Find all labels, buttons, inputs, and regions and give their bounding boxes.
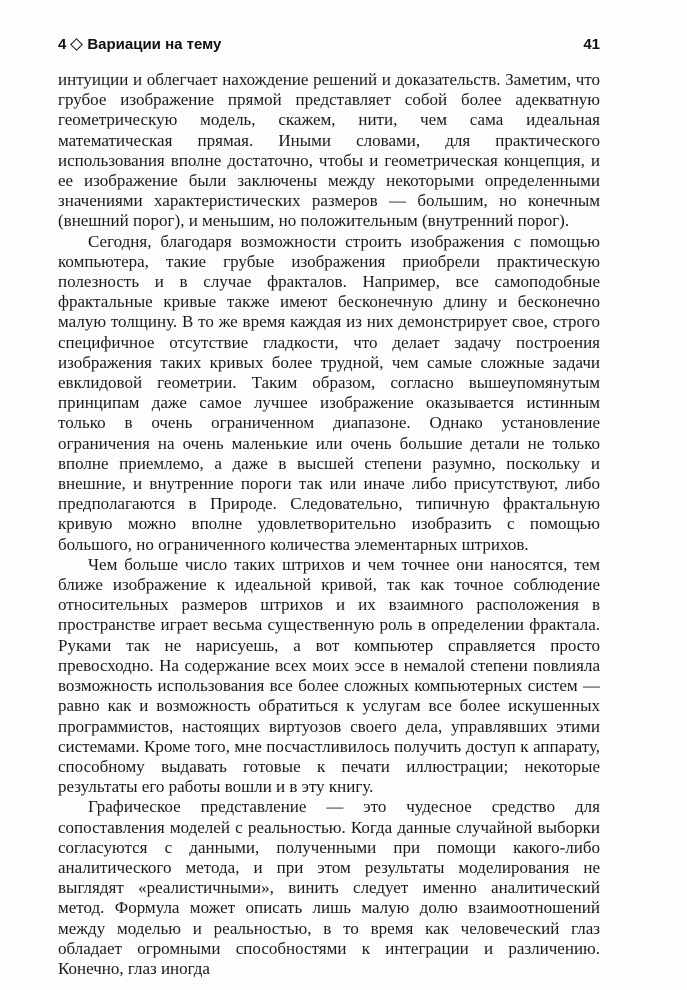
chapter-heading [58,36,221,53]
paragraph-1: интуиции и облегчает нахождение решений и доказательств. Заметим, что грубое изображение прямой представляет собой более адекватную геометрическую модель, скажем, нити, чем сама идеальная математическая прямая. Иными словами, для практического использования вполне достаточно, чтобы и геометрическая концепция, и ее изображение были заключены между некоторыми определенными значениями характеристических размеров — большим, но конечным (внешний порог), и меньшим, но положительным (внутренний порог). [58,70,600,231]
page-number: 41 [583,36,600,53]
diamond-icon [70,38,83,51]
chapter-title: Вариации на тему [87,36,222,53]
running-header [58,36,600,56]
body-text [58,70,600,979]
paragraph-3: Чем больше число таких штрихов и чем точнее они наносятся, тем ближе изображение к идеальной кривой, так как точное соблюдение относительных размеров штрихов и их взаимного расположения в пространстве играет весьма существенную роль в определении фрактала. Руками так не нарисуешь, а вот компьютер справляется просто превосходно. На содержание всех моих эссе в немалой степени повлияла возможность использования все более сложных компьютерных систем — равно как и возможность обратиться к услугам все более искушенных программистов, настоящих виртуозов своего дела, управлявших этими системами. Кроме того, мне посчастливилось получить доступ к аппарату, способному выдавать готовые к печати иллюстрации; некоторые результаты его работы вошли и в эту книгу. [58,554,600,797]
chapter-number: 4 [58,36,67,53]
paragraph-2: Сегодня, благодаря возможности строить изображения с помощью компьютера, такие грубые изображения приобрели практическую полезность и в случае фракталов. Например, все самоподобные фрактальные кривые также имеют бесконечную длину и бесконечно малую толщину. В то же время каждая из них демонстрирует свое, строго специфичное отсутствие гладкости, что делает задачу построения изображения таких кривых более трудной, чем самые сложные задачи евклидовой геометрии. Таким образом, согласно вышеупомянутым принципам даже самое лучшее изображение оказывается истинным только в очень ограниченном диапазоне. Однако установление ограничения на очень маленькие или очень большие детали не только вполне приемлемо, а даже в высшей степени разумно, поскольку и внешние, и внутренние пороги так или иначе либо присутствуют, либо предполагаются в Природе. Следовательно, типичную фрактальную кривую можно вполне удовлетворительно изобразить с помощью большого, но ограниченного количества элементарных штрихов. [58,231,600,554]
paragraph-4: Графическое представление — это чудесное средство для сопоставления моделей с реальностью. Когда данные случайной выборки согласуются с данными, полученными при помощи какого-либо аналитического метода, и при этом результаты моделирования не выглядят «реалистичными», винить следует именно аналитический метод. Формула может описать лишь малую долю взаимоотношений между моделью и реальностью, в то время как человеческий глаз обладает огромными способностями к интеграции и различению. Конечно, глаз иногда [58,797,600,978]
